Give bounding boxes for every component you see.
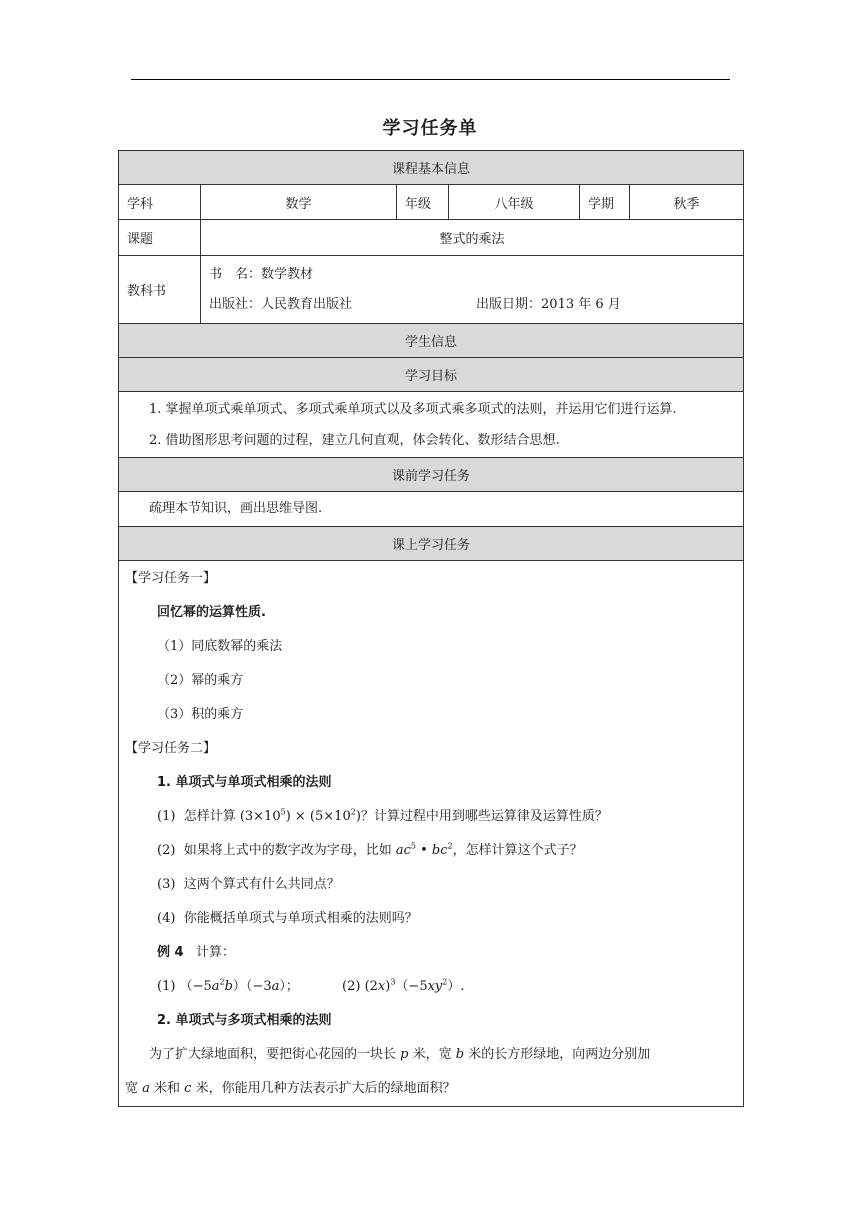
textbook-info [201, 256, 744, 324]
task2-heading: 【学习任务二】 [125, 741, 217, 756]
example-4-exercises [119, 970, 743, 1004]
book-name: 数学教材 [261, 266, 314, 282]
goal-item: 1. 掌握单项式乘单项式、多项式乘单项式以及多项式乘多项式的法则，并运用它们进行运算. [149, 401, 677, 417]
in-class-cell [119, 561, 744, 1107]
topic-value: 整式的乘法 [201, 220, 744, 256]
goal-item: 2. 借助图形思考问题的过程，建立几何直观，体会转化、数形结合思想. [149, 432, 560, 448]
subject-label: 学科 [119, 185, 201, 220]
task2-part2-title: 2. 单项式与多项式相乘的法则 [157, 1013, 332, 1028]
grade-label: 年级 [397, 185, 449, 220]
green-area-problem-line2: 宽 a 米和 c 米，你能用几种方法表示扩大后的绿地面积？ [125, 1081, 456, 1096]
subject-value: 数学 [201, 185, 397, 220]
publisher-line [209, 290, 735, 320]
question-3: (3) 这两个算式有什么共同点？ [157, 877, 340, 892]
topic-label: 课题 [119, 220, 201, 256]
publisher: 人民教育出版社 [261, 296, 353, 312]
section-in-class: 课上学习任务 [119, 527, 744, 561]
term-value: 秋季 [630, 185, 744, 220]
task1-item: （3）积的乘方 [157, 707, 244, 722]
exercise-1: (1) $(-5a^2b)(-3a)$； [157, 977, 299, 994]
question-4: (4) 你能概括单项式与单项式相乘的法则吗？ [157, 911, 418, 926]
page-title: 学习任务单 [382, 118, 478, 139]
pre-task-text: 疏理本节知识，画出思维导图. [149, 501, 323, 516]
task1-subheading: 回忆幂的运算性质. [157, 605, 266, 620]
book-name-label: 书 名： [209, 266, 262, 282]
section-pre-task: 课前学习任务 [119, 458, 744, 492]
task-sheet-table [118, 150, 744, 1107]
book-name-line [209, 260, 735, 290]
task2-part1-title: 1. 单项式与单项式相乘的法则 [157, 775, 332, 790]
section-student-info: 学生信息 [119, 324, 744, 358]
task1-item: （1）同底数幂的乘法 [157, 639, 283, 654]
task1-heading: 【学习任务一】 [125, 571, 217, 586]
term-label: 学期 [580, 185, 630, 220]
grade-value: 八年级 [449, 185, 580, 220]
section-course-info: 课程基本信息 [119, 151, 744, 185]
publish-date-label: 出版日期： [476, 296, 542, 312]
question-2: (2) 如果将上式中的数字改为字母，比如 $ac^5$ • $bc^2$，怎样计算这个式子？ [157, 841, 583, 858]
task1-item: （2）幂的乘方 [157, 673, 244, 688]
header-rule [131, 79, 730, 80]
exercise-2: (2) $(2x)^3(-5xy^2)$. [342, 977, 465, 994]
textbook-label: 教科书 [119, 256, 201, 324]
green-area-problem-line1: 为了扩大绿地面积，要把街心花园的一块长 p 米，宽 b 米的长方形绿地，向两边分别加 [149, 1047, 651, 1062]
pre-task-cell [119, 492, 744, 527]
goals-cell [119, 392, 744, 458]
question-1: (1) 怎样计算 $(3\times 10^5) \times (5\times 10^2)$？计算过程中用到哪些运算律及运算性质？ [157, 807, 608, 824]
example-4: 例 4 计算： [157, 945, 235, 960]
section-goals: 学习目标 [119, 358, 744, 392]
publish-date: 2013 年 6 月 [541, 296, 621, 312]
publisher-label: 出版社： [209, 296, 262, 312]
